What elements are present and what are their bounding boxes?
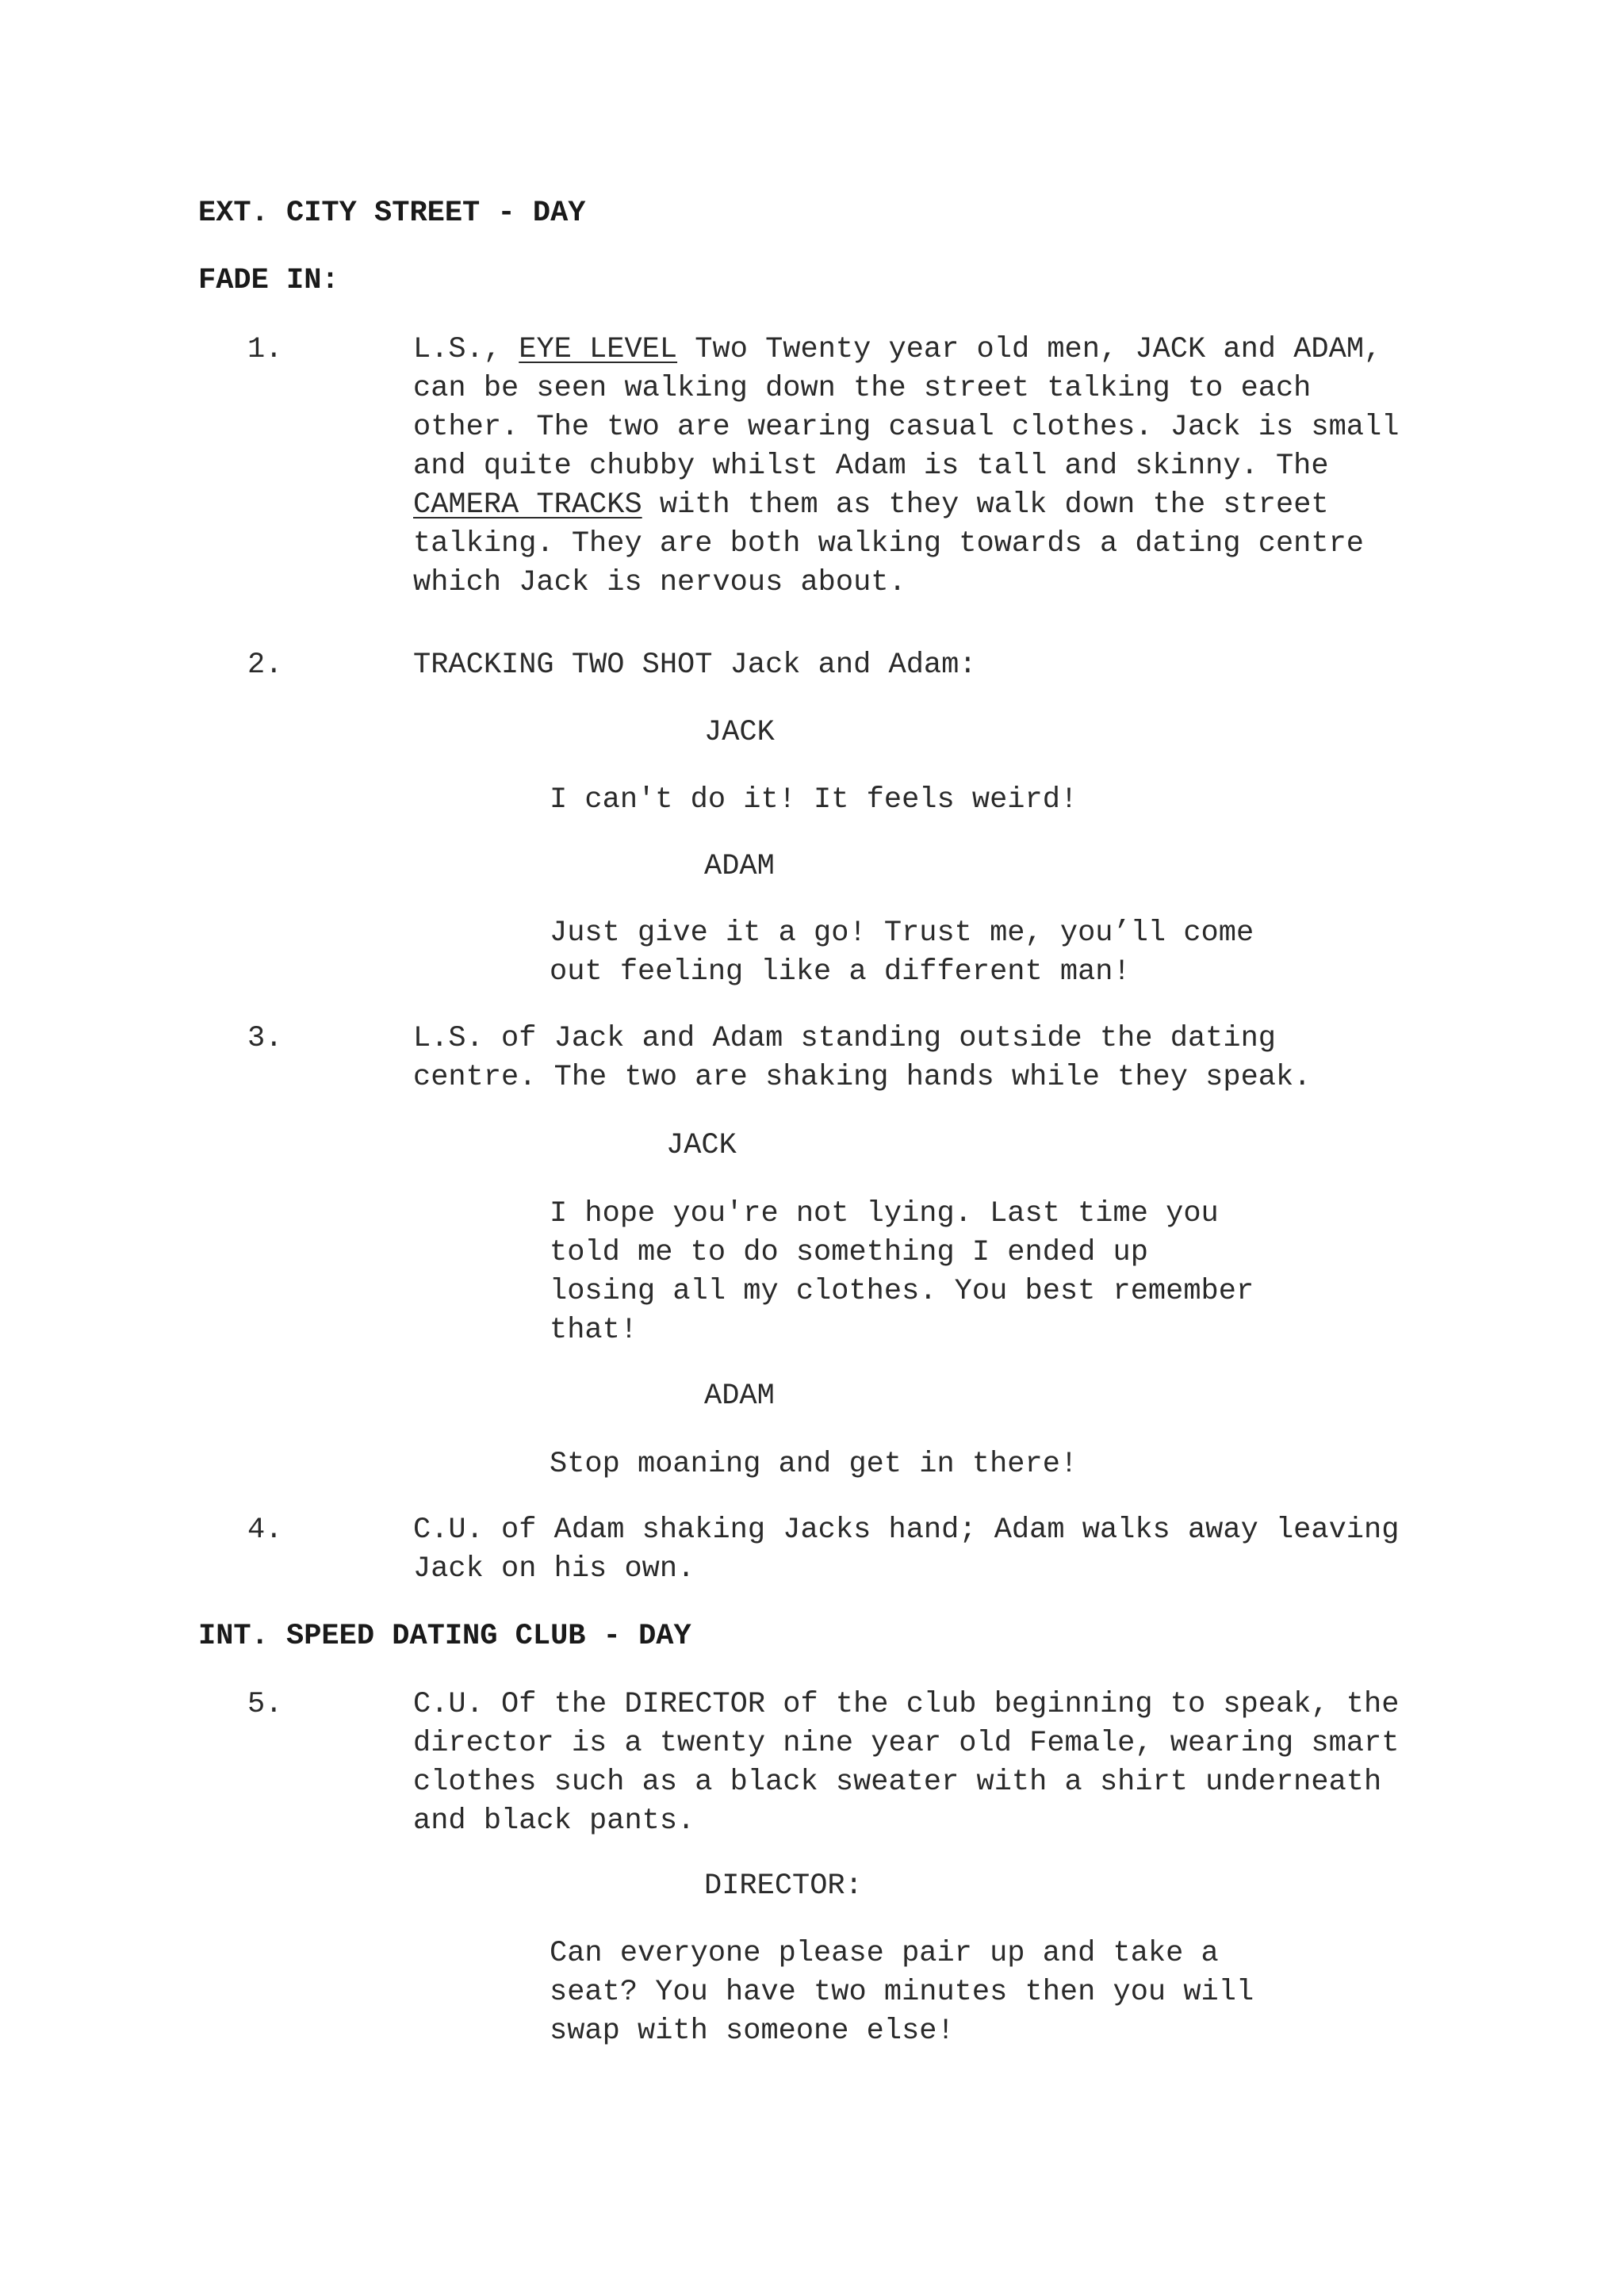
shot-number-2: 2. [247,649,283,682]
shot-2-description: TRACKING TWO SHOT Jack and Adam: [413,649,977,682]
character-cue-adam: ADAM [704,850,775,883]
dialogue-adam-1: Just give it a go! Trust me, you’ll come out feeling like a different man! [550,916,1254,989]
shot-number-4: 4. [247,1513,283,1547]
shot-5-description: C.U. Of the DIRECTOR of the club beginning to speak, the director is a twenty nine year old Female, wearing smart clothes such as a black sweater with a shirt underneath and black pants. [413,1688,1400,1838]
shot-number-5: 5. [247,1688,283,1721]
character-cue-adam-2: ADAM [704,1380,775,1413]
shot-number-1: 1. [247,333,283,366]
camera-term-camera-tracks: CAMERA TRACKS [413,488,642,522]
shot-1-line-2: can be seen walking down the street talking to each [413,372,1312,405]
character-cue-jack: JACK [704,716,775,749]
scene-heading-int-speed-dating-club: INT. SPEED DATING CLUB - DAY [198,1620,691,1653]
dialogue-adam-2: Stop moaning and get in there! [550,1448,1078,1481]
scene-heading-ext-city-street: EXT. CITY STREET - DAY [198,197,586,230]
shot-3-description: L.S. of Jack and Adam standing outside the dating centre. The two are shaking hands while they speak. [413,1022,1312,1094]
shot-1-line-1: L.S., EYE LEVEL Two Twenty year old men, JACK and ADAM, [413,333,1382,366]
dialogue-director-1: Can everyone please pair up and take a seat? You have two minutes then you will swap with someone else! [550,1937,1254,2048]
transition-fade-in: FADE IN: [198,264,339,297]
shot-1-line-3: other. The two are wearing casual clothes. Jack is small [413,411,1400,444]
character-cue-director: DIRECTOR: [704,1869,863,1903]
dialogue-jack-1: I can't do it! It feels weird! [550,783,1078,817]
shot-number-3: 3. [247,1022,283,1055]
shot-1-line-5: CAMERA TRACKS with them as they walk down the street [413,488,1329,522]
dialogue-jack-2: I hope you're not lying. Last time you told me to do something I ended up losing all my clothes. You best remember that! [550,1197,1254,1347]
camera-term-eye-level: EYE LEVEL [519,333,678,366]
shot-1-line-7: which Jack is nervous about. [413,566,906,599]
shot-1-line-6: talking. They are both walking towards a dating centre [413,527,1364,561]
shot-1-line-4: and quite chubby whilst Adam is tall and skinny. The [413,450,1329,483]
shot-4-description: C.U. of Adam shaking Jacks hand; Adam walks away leaving Jack on his own. [413,1513,1400,1586]
character-cue-jack-2: JACK [666,1129,737,1162]
shot-1-description [413,331,1399,603]
